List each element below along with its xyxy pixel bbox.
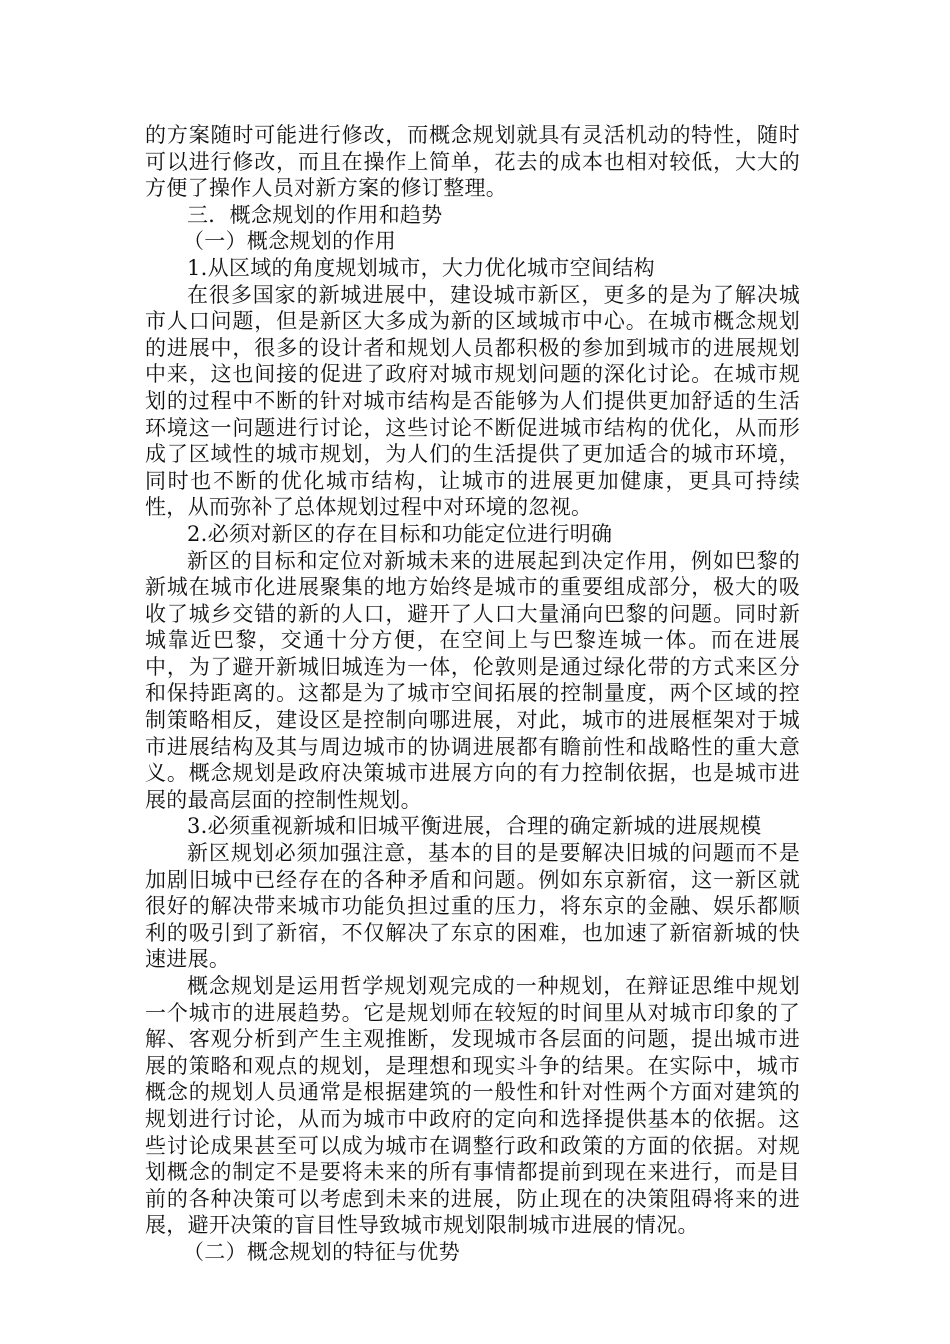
subsection-heading-2: （二）概念规划的特征与优势: [183, 1239, 460, 1264]
paragraph-body: 概念规划是运用哲学规划观完成的一种规划，在辩证思维中规划一个城市的进展趋势。它是规划师在较短的时间里从对城市印象的了解、客观分析到产生主观推断，发现城市各层面的问题，提出城市进展的策略和观点的规划，是理想和现实斗争的结果。在实际中，城市概念的规划人员通常是根据建筑的一般性和针对性两个方面对建筑的规划进行讨论，从而为城市中政府的定向和选择提供基本的依据。这些讨论成果甚至可以成为城市在调整行政和政策的方面的依据。对规划概念的制定不是要将未来的所有事情都提前到现在来进行，而是目前的各种决策可以考虑到未来的进展，防止现在的决策阻碍将来的进展，避开决策的盲目性导致城市规划限制城市进展的情况。: [145, 974, 800, 1238]
subsection-heading-1: （一）概念规划的作用: [183, 229, 396, 254]
point-heading-2: 2.必须对新区的存在目标和功能定位进行明确: [187, 521, 613, 546]
paragraph-body: 在很多国家的新城进展中，建设城市新区，更多的是为了解决城市人口问题，但是新区大多成为新的区域城市中心。在城市概念规划的进展中，很多的设计者和规划人员都积极的参加到城市的进展规划中来，这也间接的促进了政府对城市规划问题的深化讨论。在城市规划的过程中不断的针对城市结构是否能够为人们提供更加舒适的生活环境这一问题进行讨论，这些讨论不断促进城市结构的优化，从而形成了区域性的城市规划，为人们的生活提供了更加适合的城市环境，同时也不断的优化城市结构，让城市的进展更加健康，更具可持续性，从而弥补了总体规划过程中对环境的忽视。: [145, 282, 800, 520]
paragraph-body: 新区规划必须加强注意，基本的目的是要解决旧城的问题而不是加剧旧城中已经存在的各种矛盾和问题。例如东京新宿，这一新区就很好的解决带来城市功能负担过重的压力，将东京的金融、娱乐都顺利的吸引到了新宿，不仅解决了东京的困难，也加速了新宿新城的快速进展。: [145, 841, 800, 972]
point-heading-3: 3.必须重视新城和旧城平衡进展，合理的确定新城的进展规模: [187, 814, 762, 839]
paragraph-body: 新区的目标和定位对新城未来的进展起到决定作用，例如巴黎的新城在城市化进展聚集的地方始终是城市的重要组成部分，极大的吸收了城乡交错的新的人口，避开了人口大量涌向巴黎的问题。同时新城靠近巴黎，交通十分方便，在空间上与巴黎连城一体。而在进展中，为了避开新城旧城连为一体，伦敦则是通过绿化带的方式来区分和保持距离的。这都是为了城市空间拓展的控制量度，两个区域的控制策略相反，建设区是控制向哪进展，对此，城市的进展框架对于城市进展结构及其与周边城市的协调进展都有瞻前性和战略性的重大意义。概念规划是政府决策城市进展方向的有力控制依据，也是城市进展的最高层面的控制性规划。: [145, 548, 800, 812]
paragraph-continuation: 的方案随时可能进行修改，而概念规划就具有灵活机动的特性，随时可以进行修改，而且在操作上简单，花去的成本也相对较低，大大的方便了操作人员对新方案的修订整理。: [145, 123, 800, 201]
point-heading-1: 1.从区域的角度规划城市，大力优化城市空间结构: [187, 255, 655, 280]
document-page: [145, 122, 800, 1266]
section-heading-3: 三．概念规划的作用和趋势: [187, 202, 443, 227]
